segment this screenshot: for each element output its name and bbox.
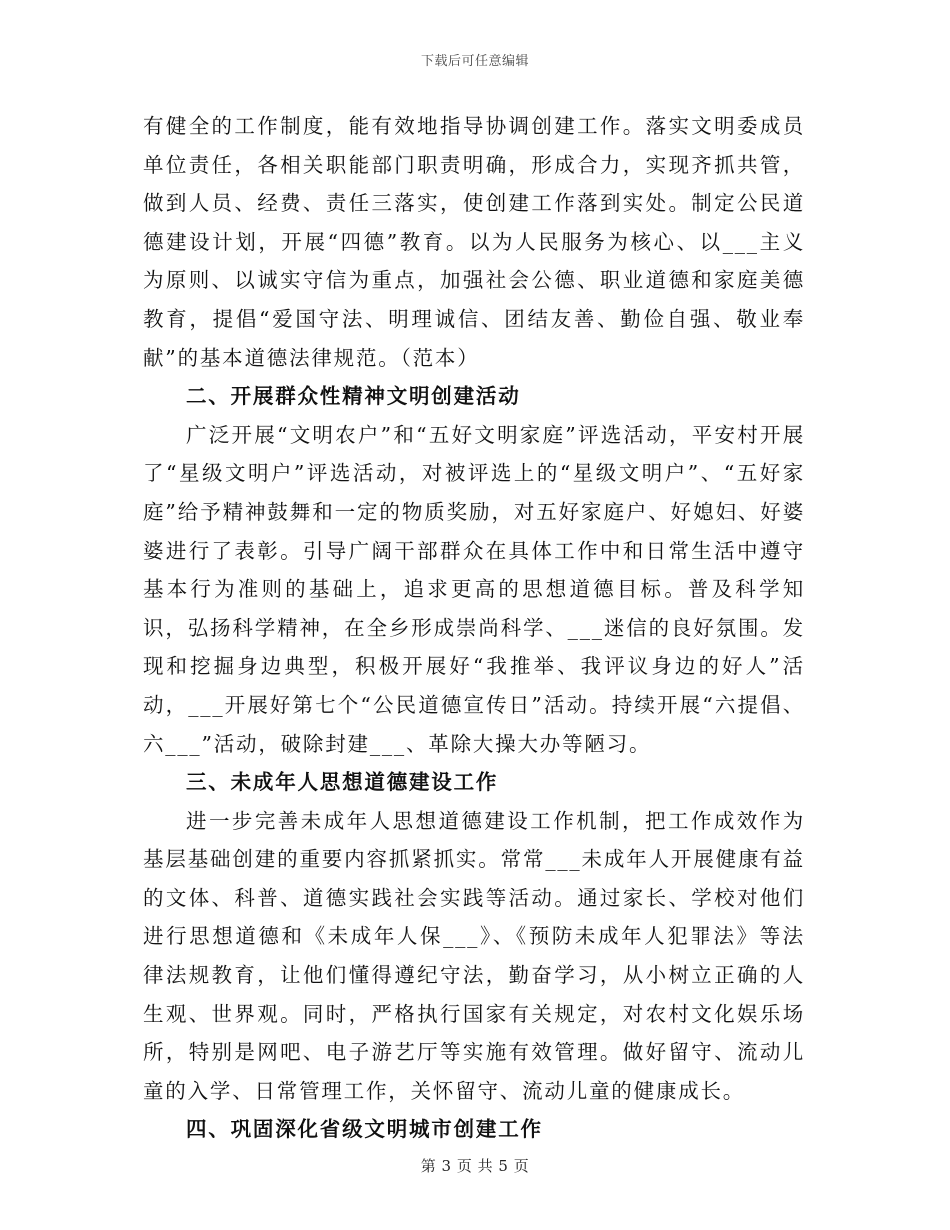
section-heading-2: 二、开展群众性精神文明创建活动 — [186, 384, 521, 409]
section-heading-3: 三、未成年人思想道德建设工作 — [186, 770, 499, 795]
document-body — [143, 107, 805, 1149]
paragraph-continued: 有健全的工作制度，能有效地指导协调创建工作。落实文明委成员单位责任，各相关职能部门职责明确，形成合力，实现齐抓共管，做到人员、经费、责任三落实，使创建工作落到实处。制定公民道德建设计划，开展“四德”教育。以为人民服务为核心、以___主义为原则、以诚实守信为重点，加强社会公德、职业道德和家庭美德教育，提倡“爱国守法、明理诚信、团结友善、勤俭自强、敬业奉献”的基本道德法律规范。（范本） — [143, 114, 805, 370]
paragraph-section-2: 广泛开展“文明农户”和“五好文明家庭”评选活动，平安村开展了“星级文明户”评选活动，对被评选上的“星级文明户”、“五好家庭”给予精神鼓舞和一定的物质奖励，对五好家庭户、好媳妇、好婆婆进行了表彰。引导广阔干部群众在具体工作中和日常生活中遵守基本行为准则的基础上，追求更高的思想道德目标。普及科学知识，弘扬科学精神，在全乡形成崇尚科学、___迷信的良好氛围。发现和挖掘身边典型，积极开展好“我推举、我评议身边的好人”活动，___开展好第七个“公民道德宣传日”活动。持续开展“六提倡、六___”活动，破除封建___、革除大操大办等陋习。 — [143, 422, 805, 756]
section-heading-4: 四、巩固深化省级文明城市创建工作 — [186, 1117, 543, 1142]
page-header: 下载后可任意编辑 — [420, 54, 529, 69]
page-footer: 第 3 页 共 5 页 — [420, 1157, 530, 1175]
paragraph-section-3: 进一步完善未成年人思想道德建设工作机制，把工作成效作为基层基础创建的重要内容抓紧抓实。常常___未成年人开展健康有益的文体、科普、道德实践社会实践等活动。通过家长、学校对他们进行思想道德和《未成年人保___》、《预防未成年人犯罪法》等法律法规教育，让他们懂得遵纪守法，勤奋学习，从小树立正确的人生观、世界观。同时，严格执行国家有关规定，对农村文化娱乐场所，特别是网吧、电子游艺厅等实施有效管理。做好留守、流动儿童的入学、日常管理工作，关怀留守、流动儿童的健康成长。 — [143, 808, 805, 1103]
